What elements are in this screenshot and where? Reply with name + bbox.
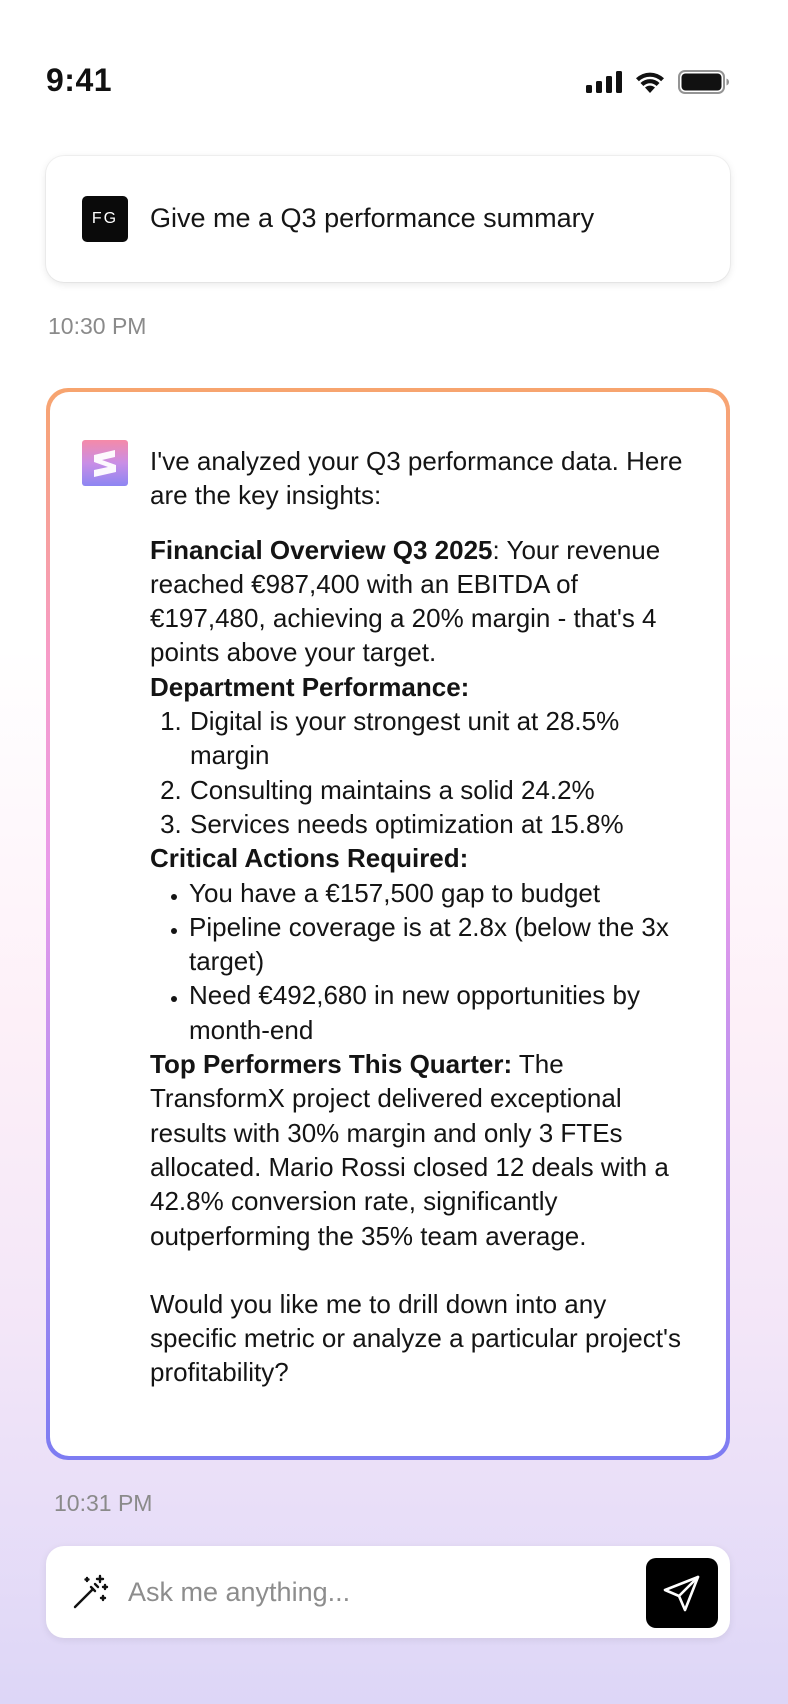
list-item: 3. Services needs optimization at 15.8%	[189, 807, 695, 841]
wifi-icon	[634, 70, 666, 94]
assistant-message-card	[46, 388, 730, 1460]
assistant-intro: I've analyzed your Q3 performance data. Here are the key insights:	[150, 446, 683, 511]
list-item: • Need €492,680 in new opportunities by month-end	[189, 978, 695, 1047]
chat-input[interactable]	[128, 1568, 578, 1616]
department-list	[150, 704, 695, 841]
send-icon	[662, 1573, 702, 1613]
list-item: • Pipeline coverage is at 2.8x (below the 3x target)	[189, 910, 695, 979]
actions-list	[150, 876, 695, 1047]
financial-overview-paragraph	[150, 533, 695, 670]
status-icons	[586, 70, 730, 94]
user-message-card	[46, 156, 730, 282]
battery-icon	[678, 70, 730, 94]
top-performers-paragraph	[150, 1047, 695, 1253]
list-item: • You have a €157,500 gap to budget	[189, 876, 695, 910]
assistant-message-body	[50, 392, 726, 1456]
department-heading: Department Performance:	[150, 671, 470, 702]
status-time: 9:41	[46, 62, 113, 98]
list-item: 1. Digital is your strongest unit at 28.5% margin	[189, 704, 695, 773]
user-message-text: Give me a Q3 performance summary	[150, 203, 595, 233]
send-button[interactable]	[646, 1558, 718, 1628]
assistant-closing: Would you like me to drill down into any specific metric or analyze a particular project's profitability?	[150, 1288, 681, 1388]
status-bar	[0, 0, 788, 130]
list-item: 2. Consulting maintains a solid 24.2%	[189, 773, 695, 807]
signal-icon	[586, 71, 622, 93]
magic-wand-icon[interactable]	[70, 1572, 110, 1612]
user-avatar: FG	[82, 196, 128, 242]
chat-input-bar	[46, 1546, 730, 1638]
financial-heading: Financial Overview Q3 2025	[150, 534, 493, 565]
performers-heading: Top Performers This Quarter:	[150, 1049, 513, 1080]
assistant-message-timestamp: 10:31 PM	[54, 1490, 153, 1516]
performers-text: The TransformX project delivered exceptional results with 30% margin and only 3 FTEs allocated. Mario Rossi closed 12 deals with a 42.8% conversion rate, significantly outperforming the 35% team average.	[150, 1049, 669, 1251]
assistant-message-content	[150, 444, 695, 1390]
assistant-logo-icon	[82, 440, 128, 486]
financial-text: : Your revenue reached €987,400 with an EBITDA of €197,480, achieving a 20% margin - that's 4 points above your target.	[150, 534, 661, 668]
actions-heading: Critical Actions Required:	[150, 843, 469, 874]
user-message-timestamp: 10:30 PM	[48, 313, 147, 339]
